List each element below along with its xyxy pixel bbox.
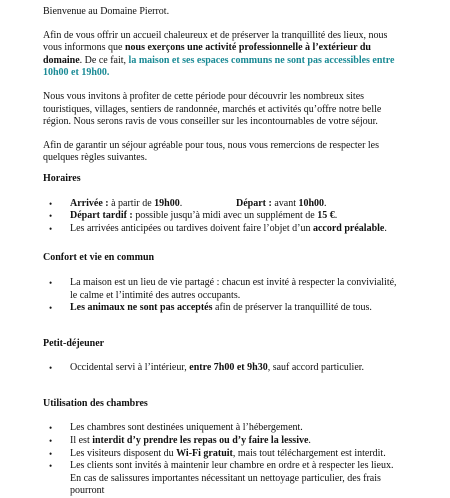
bullet-icon: • (49, 211, 53, 222)
chambres-item-3-bold: Wi-Fi gratuit (176, 447, 233, 459)
list-petit-dejeuner (43, 362, 405, 375)
anticipated-text: Les arrivées anticipées ou tardives doivent faire l’objet d’un (70, 222, 313, 234)
list-item (43, 422, 405, 435)
list-confort (43, 277, 405, 315)
list-item (43, 362, 405, 375)
rules-intro-paragraph: Afin de garantir un séjour agréable pour tous, nous vous remercions de respecter les quelques règles suivantes. (43, 139, 380, 164)
confort-item-2-bold: Les animaux ne sont pas acceptés (70, 302, 213, 314)
bullet-icon: • (49, 436, 53, 447)
list-item (43, 302, 405, 315)
late-end: . (334, 210, 338, 222)
bullet-icon: • (49, 198, 53, 209)
bullet-icon: • (49, 448, 53, 459)
list-chambres (43, 422, 405, 498)
departure-cell (236, 198, 327, 209)
bullet-icon: • (49, 461, 53, 472)
chambres-item-3-text: Les visiteurs disposent du (70, 447, 177, 459)
confort-item-2-text: afin de préserver la tranquillité de tous. (212, 302, 372, 314)
departure-time: 10h00 (298, 197, 325, 209)
chambres-item-3-end: , mais tout téléchargement est interdit. (232, 447, 386, 459)
late-text: possible jusqu’à midi avec un supplément de (132, 210, 318, 222)
breakfast-text: Occidental servi à l’intérieur, (70, 362, 190, 374)
arrival-end: . (179, 197, 183, 209)
chambres-item-2-end: . (308, 435, 311, 447)
bullet-icon: • (49, 277, 53, 288)
chambres-item-4: Les clients sont invités à maintenir leur chambre en ordre et à respecter les lieux. En cas de salissures importantes nécessitant un nettoyage particulier, des frais pourront (70, 460, 394, 497)
section-title-horaires: Horaires (43, 172, 81, 184)
section-title-petit-dejeuner: Petit-déjeuner (43, 337, 105, 349)
departure-text: avant (271, 197, 299, 209)
greeting: Bienvenue au Domaine Pierrot. (43, 6, 170, 17)
section-title-confort: Confort et vie en commun (43, 252, 155, 264)
bullet-icon: • (49, 223, 53, 234)
list-item (43, 435, 405, 448)
arrival-time: 19h00 (154, 197, 180, 209)
bullet-icon: • (49, 363, 53, 374)
late-label: Départ tardif : (70, 210, 133, 222)
list-item (43, 277, 405, 302)
intro-text-2: . De ce fait, (79, 54, 129, 66)
list-item (43, 460, 405, 498)
list-item (43, 210, 405, 223)
anticipated-bold: accord préalable (312, 222, 385, 234)
bullet-icon: • (49, 423, 53, 434)
chambres-item-2-bold: interdit d’y prendre les repas ou d’y faire la lessive (92, 435, 309, 447)
list-item (43, 448, 405, 461)
breakfast-end: , sauf accord particulier. (267, 362, 365, 374)
intro-paragraph (43, 30, 405, 80)
arrival-text: à partir de (108, 197, 155, 209)
arrival-label: Arrivée : (70, 197, 109, 209)
intro-highlight: la maison et ses espaces communs ne sont pas accessibles entre 10h00 et 19h00. (43, 54, 395, 79)
list-item (43, 223, 405, 236)
confort-item-1: La maison est un lieu de vie partagé : chacun est invité à respecter la convivialité, le calme et l’intimité des autres occupants. (70, 276, 397, 301)
list-item (43, 198, 405, 211)
chambres-item-2-text: Il est (70, 435, 93, 447)
bullet-icon: • (49, 303, 53, 314)
anticipated-end: . (384, 222, 387, 234)
departure-end: . (324, 197, 327, 209)
departure-label: Départ : (236, 197, 272, 209)
intro-text: Afin de vous offrir un accueil chaleureux et de préserver la tranquillité des lieux, nous vous informons que (43, 29, 388, 54)
list-horaires (43, 198, 405, 236)
arrival-cell (70, 198, 236, 211)
invite-paragraph: Nous vous invitons à profiter de cette période pour découvrir les nombreux sites touristiques, villages, sentiers de randonnée, marchés et activités qu’offre notre belle région. Nous serons ravis de vous conseiller sur les incontournables de votre séjour. (43, 90, 382, 128)
intro-bold: nous exerçons une activité professionnelle à l’extérieur du domaine (43, 42, 371, 66)
breakfast-bold: entre 7h00 et 9h30 (189, 362, 268, 374)
late-price: 15 € (317, 210, 335, 222)
document-page (43, 6, 405, 498)
section-title-chambres: Utilisation des chambres (43, 397, 148, 409)
chambres-item-1: Les chambres sont destinées uniquement à l’hébergement. (70, 422, 303, 434)
